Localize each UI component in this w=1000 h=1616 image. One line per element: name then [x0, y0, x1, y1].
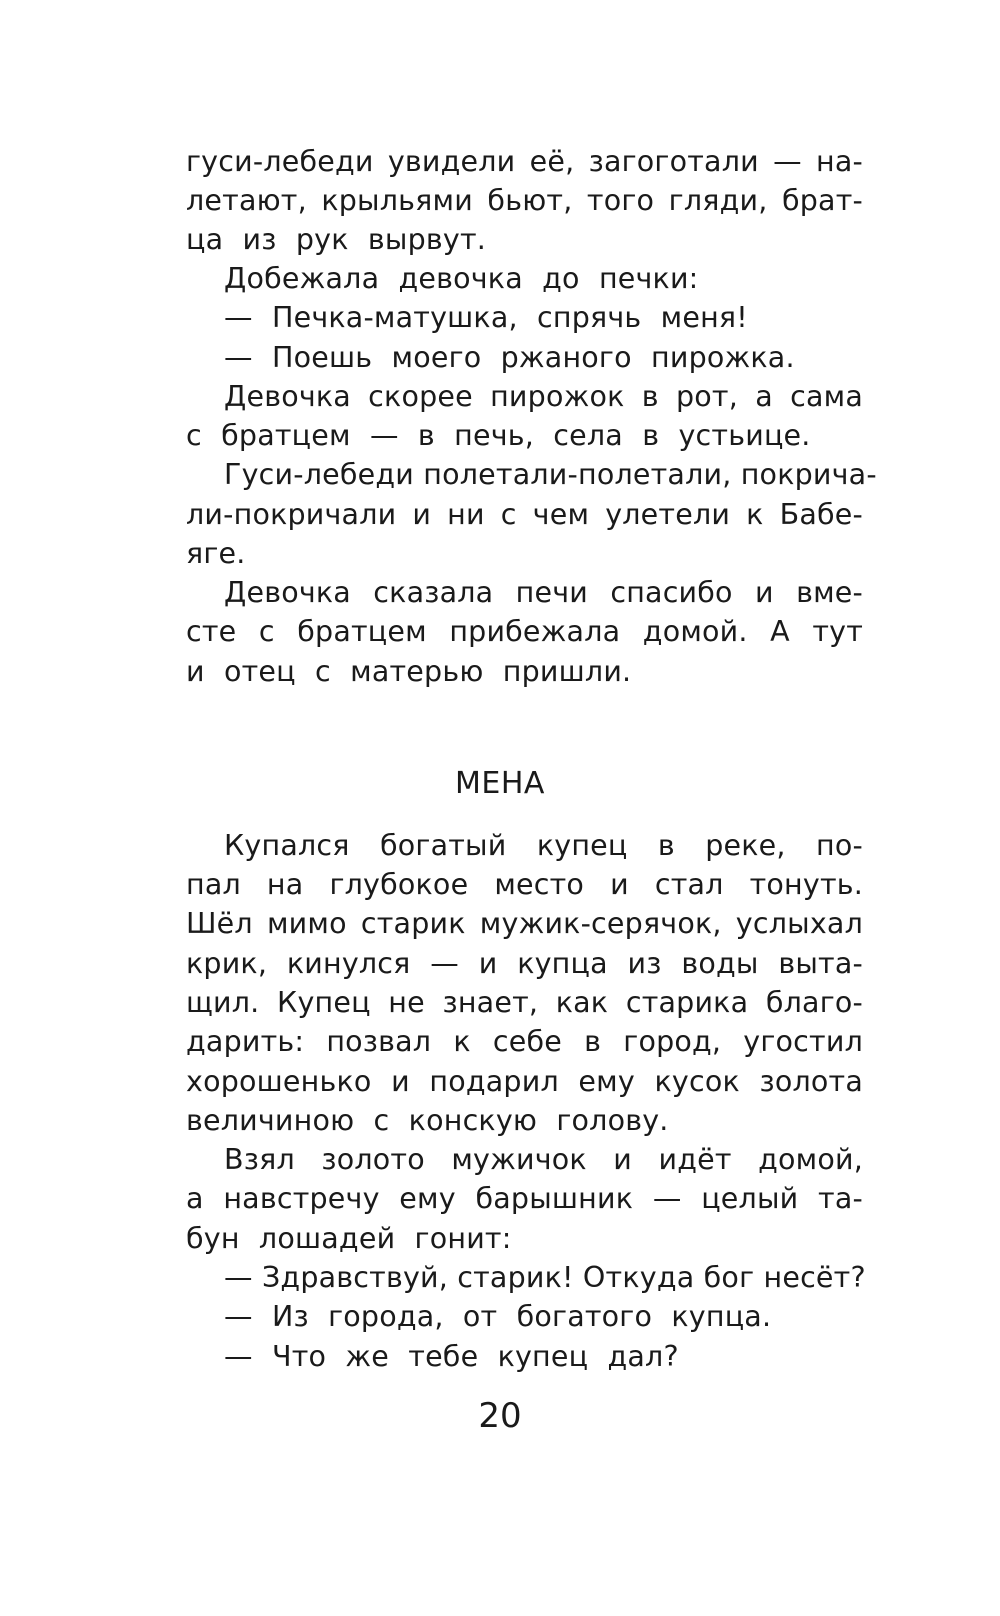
text-line: пал на глубокое место и стал тонуть. [186, 868, 863, 901]
text-line: Девочка сказала печи спасибо и вме- [224, 576, 863, 609]
text-line: и отец с матерью пришли. [186, 655, 632, 688]
text-line: Девочка скорее пирожок в рот, а сама [224, 380, 863, 413]
text-line: Шёл мимо старик мужик-серячок, услыхал [186, 907, 863, 940]
text-line: дарить: позвал к себе в город, угостил [186, 1025, 863, 1058]
text-line: а навстречу ему барышник — целый та- [186, 1182, 863, 1215]
text-line: Добежала девочка до печки: [224, 262, 699, 295]
text-line: сте с братцем прибежала домой. А тут [186, 615, 863, 648]
text-line: — Из города, от богатого купца. [224, 1300, 772, 1333]
text-line: Гуси-лебеди полетали-полетали, покрича- [224, 458, 877, 491]
text-line: яге. [186, 537, 246, 570]
text-line: ца из рук вырвут. [186, 223, 487, 256]
text-line: — Печка-матушка, спрячь меня! [224, 301, 748, 334]
text-line: — Поешь моего ржаного пирожка. [224, 341, 795, 374]
text-line: — Здравствуй, старик! Откуда бог несёт? [224, 1261, 866, 1294]
text-line: с братцем — в печь, села в устьице. [186, 419, 811, 452]
text-line: Взял золото мужичок и идёт домой, [224, 1143, 863, 1176]
text-line: величиною с конскую голову. [186, 1104, 669, 1137]
text-line: летают, крыльями бьют, того гляди, брат- [186, 184, 863, 217]
story-title: МЕНА [455, 766, 545, 801]
page-number: 20 [478, 1396, 522, 1436]
text-line: щил. Купец не знает, как старика благо- [186, 986, 863, 1019]
text-line: ли-покричали и ни с чем улетели к Бабе- [186, 498, 863, 531]
text-line: — Что же тебе купец дал? [224, 1340, 679, 1373]
text-line: гуси-лебеди увидели её, загоготали — на- [186, 145, 863, 178]
text-line: хорошенько и подарил ему кусок золота [186, 1065, 863, 1098]
text-line: крик, кинулся — и купца из воды выта- [186, 947, 863, 980]
text-line: бун лошадей гонит: [186, 1222, 512, 1255]
text-line: Купался богатый купец в реке, по- [224, 829, 863, 862]
